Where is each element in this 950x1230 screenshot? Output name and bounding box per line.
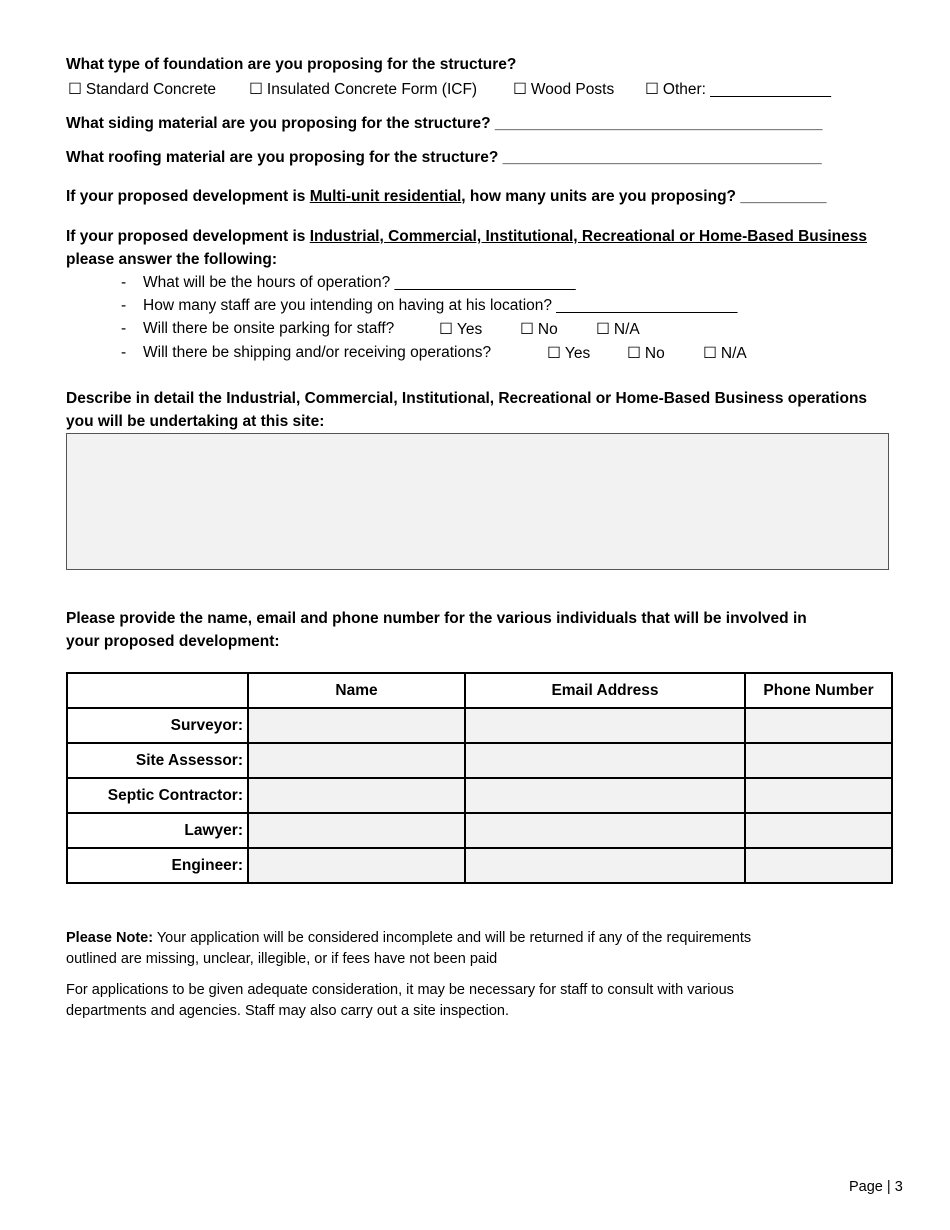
row-label: Septic Contractor: bbox=[67, 778, 248, 813]
contacts-table bbox=[66, 672, 893, 884]
industrial-item-shipping: - Will there be shipping and/or receiving operations? bbox=[121, 344, 492, 361]
table-row-lawyer bbox=[67, 813, 892, 848]
operations-description-field[interactable] bbox=[66, 433, 889, 570]
checkbox-icon[interactable]: ☐ bbox=[547, 345, 561, 362]
checkbox-icon[interactable]: ☐ bbox=[520, 321, 534, 338]
table-header-phone: Phone Number bbox=[745, 673, 892, 708]
note-incomplete-line2: outlined are missing, unclear, illegible, or if fees have not been paid bbox=[66, 951, 498, 967]
parking-option-yes[interactable]: ☐ Yes bbox=[439, 321, 483, 338]
checkbox-icon[interactable]: ☐ bbox=[249, 81, 263, 98]
industrial-item-staff[interactable]: - How many staff are you intending on having at his location? _____________________ bbox=[121, 297, 738, 314]
surveyor-phone-field[interactable] bbox=[745, 708, 892, 743]
describe-question-line2: you will be undertaking at this site: bbox=[66, 413, 325, 430]
note-consultation-line2: departments and agencies. Staff may also carry out a site inspection. bbox=[66, 1003, 510, 1019]
engineer-phone-field[interactable] bbox=[745, 848, 892, 883]
industrial-question-line2: please answer the following: bbox=[66, 251, 278, 268]
shipping-option-yes[interactable]: ☐ Yes bbox=[547, 345, 591, 362]
septic-contractor-email-field[interactable] bbox=[465, 778, 745, 813]
parking-option-na[interactable]: ☐ N/A bbox=[596, 321, 640, 338]
row-label: Site Assessor: bbox=[67, 743, 248, 778]
septic-contractor-name-field[interactable] bbox=[248, 778, 465, 813]
site-assessor-name-field[interactable] bbox=[248, 743, 465, 778]
lawyer-name-field[interactable] bbox=[248, 813, 465, 848]
site-assessor-phone-field[interactable] bbox=[745, 743, 892, 778]
note-incomplete: Please Note: Your application will be considered incomplete and will be returned if any of the requirements bbox=[66, 930, 752, 946]
foundation-option-other[interactable]: ☐ Other: ______________ bbox=[645, 81, 831, 98]
siding-question[interactable]: What siding material are you proposing for the structure? ______________________________________ bbox=[66, 115, 823, 132]
checkbox-icon[interactable]: ☐ bbox=[439, 321, 453, 338]
parking-option-no[interactable]: ☐ No bbox=[520, 321, 558, 338]
table-header-blank bbox=[67, 673, 248, 708]
row-label: Engineer: bbox=[67, 848, 248, 883]
shipping-option-no[interactable]: ☐ No bbox=[627, 345, 665, 362]
industrial-question: If your proposed development is Industrial, Commercial, Institutional, Recreational or Home-Based Business bbox=[66, 228, 868, 245]
describe-question: Describe in detail the Industrial, Commercial, Institutional, Recreational or Home-Based Business operations bbox=[66, 390, 868, 407]
row-label: Surveyor: bbox=[67, 708, 248, 743]
septic-contractor-phone-field[interactable] bbox=[745, 778, 892, 813]
surveyor-email-field[interactable] bbox=[465, 708, 745, 743]
engineer-email-field[interactable] bbox=[465, 848, 745, 883]
table-row-engineer bbox=[67, 848, 892, 883]
roofing-question[interactable]: What roofing material are you proposing for the structure? _____________________________________ bbox=[66, 149, 822, 166]
multiunit-question[interactable]: If your proposed development is Multi-unit residential, how many units are you proposing? __________ bbox=[66, 188, 827, 205]
lawyer-phone-field[interactable] bbox=[745, 813, 892, 848]
contacts-intro-line2: your proposed development: bbox=[66, 633, 280, 650]
table-header-name: Name bbox=[248, 673, 465, 708]
checkbox-icon[interactable]: ☐ bbox=[596, 321, 610, 338]
contacts-intro: Please provide the name, email and phone number for the various individuals that will be involved in bbox=[66, 610, 807, 627]
lawyer-email-field[interactable] bbox=[465, 813, 745, 848]
checkbox-icon[interactable]: ☐ bbox=[627, 345, 641, 362]
industrial-item-hours[interactable]: - What will be the hours of operation? _____________________ bbox=[121, 274, 576, 291]
checkbox-icon[interactable]: ☐ bbox=[68, 81, 82, 98]
note-consultation: For applications to be given adequate consideration, it may be necessary for staff to consult with various bbox=[66, 982, 734, 998]
checkbox-icon[interactable]: ☐ bbox=[703, 345, 717, 362]
shipping-option-na[interactable]: ☐ N/A bbox=[703, 345, 747, 362]
industrial-item-parking: - Will there be onsite parking for staff? bbox=[121, 320, 395, 337]
site-assessor-email-field[interactable] bbox=[465, 743, 745, 778]
table-header-row bbox=[67, 673, 892, 708]
foundation-question: What type of foundation are you proposing for the structure? bbox=[66, 56, 517, 73]
foundation-option-standard-concrete[interactable]: ☐ Standard Concrete bbox=[68, 81, 217, 98]
checkbox-icon[interactable]: ☐ bbox=[645, 81, 659, 98]
table-header-email: Email Address bbox=[465, 673, 745, 708]
table-row-septic-contractor bbox=[67, 778, 892, 813]
page-number: Page | 3 bbox=[849, 1179, 903, 1195]
surveyor-name-field[interactable] bbox=[248, 708, 465, 743]
table-row-surveyor bbox=[67, 708, 892, 743]
checkbox-icon[interactable]: ☐ bbox=[513, 81, 527, 98]
table-row-site-assessor bbox=[67, 743, 892, 778]
engineer-name-field[interactable] bbox=[248, 848, 465, 883]
row-label: Lawyer: bbox=[67, 813, 248, 848]
foundation-option-wood-posts[interactable]: ☐ Wood Posts bbox=[513, 81, 615, 98]
foundation-option-icf[interactable]: ☐ Insulated Concrete Form (ICF) bbox=[249, 81, 478, 98]
